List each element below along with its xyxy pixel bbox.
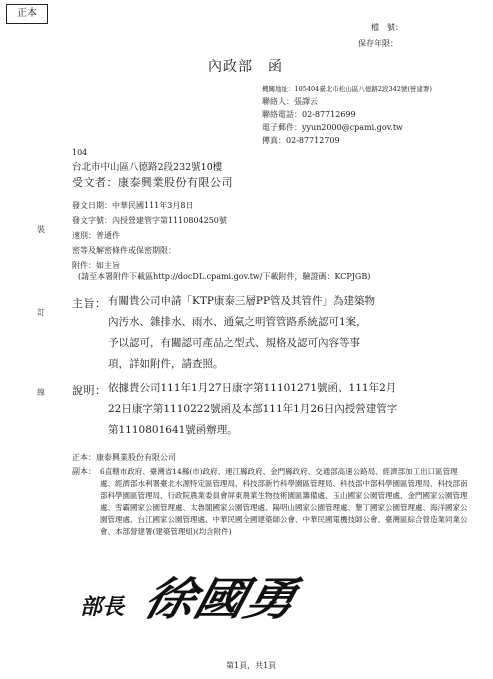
recipient-zip: 104 xyxy=(72,148,88,157)
explanation-line-3: 第1110801641號函辦理。 xyxy=(108,424,238,436)
subject-label: 主旨： xyxy=(72,297,107,310)
retention-label: 保存年限： xyxy=(358,39,398,48)
email-label: 電子郵件： xyxy=(262,123,302,132)
explanation-line-2: 22日康字第1110222號函及本部111年1月26日內授營建管字 xyxy=(108,403,398,415)
file-number-label: 檔 號： xyxy=(371,23,403,32)
binding-mark-ding: 訂 xyxy=(37,308,45,317)
cc-label: 副本： xyxy=(72,467,96,476)
subject-line-1: 有關貴公司申請「KTP康泰三層PP管及其管件」為建築物 xyxy=(108,295,376,307)
contact-phone: 聯絡電話：02-87712699 xyxy=(262,110,356,119)
issue-number: 發文字號：內授營建管字第1110804250號 xyxy=(72,216,227,225)
page-footer: 第1頁，共1頁 xyxy=(226,661,277,670)
recipient-address: 台北市中山區八德路2段232號10樓 xyxy=(72,162,223,173)
subject-line-4: 項，詳如附件，請查照。 xyxy=(108,358,224,370)
original-recipient xyxy=(72,452,176,463)
explanation-body xyxy=(108,378,468,441)
binding-mark-xian: 線 xyxy=(37,388,45,397)
binding-mark-zhuang: 裝 xyxy=(37,225,45,234)
attachment-note: (請至本署附件下載區http://docDL.cpami.gov.tw/下載附件，驗證碼：KCPJGB) xyxy=(78,272,371,281)
subject-line-3: 予以認可，有關認可產品之型式、規格及認可內容等事 xyxy=(108,337,360,349)
recipient-name: 康泰興業股份有限公司 xyxy=(118,176,233,189)
contact-email xyxy=(262,122,403,133)
contact-person: 聯絡人：張譯云 xyxy=(262,97,318,106)
signature-name: 徐國勇 xyxy=(138,572,302,626)
contact-fax: 傳真：02-87712709 xyxy=(262,136,340,145)
explanation-line-1: 依據貴公司111年1月27日康字第11101271號函、111年2月 xyxy=(108,382,397,394)
secrecy-level: 密等及解密條件或保密期限： xyxy=(72,246,176,255)
agency-address: 機關地址：105404臺北市松山區八德路2段342號(營建署) xyxy=(262,85,432,93)
signature-title: 部長 xyxy=(80,594,125,620)
original-copy-stamp: 正本 xyxy=(6,4,48,24)
delivery-speed: 速別：普通件 xyxy=(72,231,120,240)
recipient-label: 受文者： xyxy=(72,176,118,189)
subject-line-2: 內汚水、雜排水、雨水、通氣之明管管路系統認可1案， xyxy=(108,316,367,328)
document-title: 內政部 函 xyxy=(208,59,283,75)
original-value: 康泰興業股份有限公司 xyxy=(96,453,176,462)
recipient-line xyxy=(72,174,233,190)
attachment-label: 附件：如主旨 xyxy=(72,261,120,270)
cc-recipients: 6直轄市政府、臺灣省14縣(市)政府、連江縣政府、金門縣政府、交通部高速公路局、經濟部加工出口區管理處、經濟部水利署臺北水源特定區管理局、科技部新竹科學園區管理局、科技部中部科學園區管理局、科技部南部科學園區管理局、行政院農業委員會屏東農業生物技術園區籌備處、玉山國家公園管理處、金門國家公園管理處、雪霸國家公園管理處、太魯閣國家公園管理處、陽明山國家公園管理處、墾丁國家公園管理處、海洋國家公園管理處、台江國家公園管理處、中華民國全國建築師公會、中華民國電機技師公會、臺灣區綜合營造業同業公會、本部營建署(建築管理組)(均含附件) xyxy=(100,467,468,536)
explanation-label: 說明： xyxy=(72,384,107,397)
email-value: yyun2000@cpami.gov.tw xyxy=(302,123,403,132)
subject-body xyxy=(108,291,468,375)
original-label: 正本： xyxy=(72,453,96,462)
issue-date: 發文日期：中華民國111年3月8日 xyxy=(72,201,194,210)
